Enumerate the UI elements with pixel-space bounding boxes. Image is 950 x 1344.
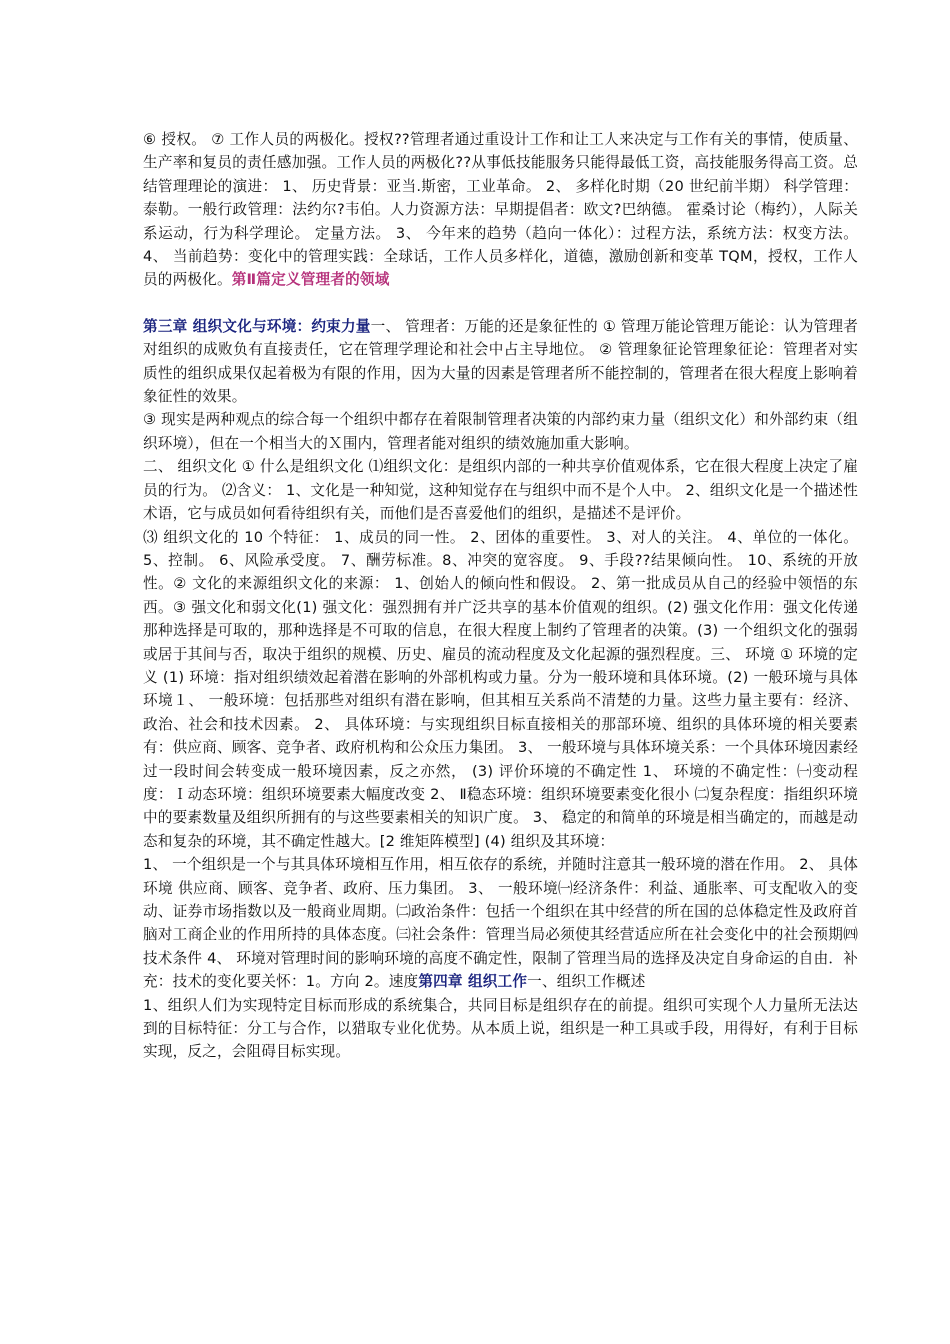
part-heading: 第Ⅱ篇定义管理者的领域	[231, 271, 390, 289]
paragraph-text: 一、 管理者：万能的还是象征性的 ① 管理万能论管理万能论：认为管理者对组织的成败负有直接责任，它在管理学理论和社会中占主导地位。 ② 管理象征论管理象征论：管理者对实质性的组织成果仅起着极为有限的作用，因为大量的因素是管理者所不能控制的，管理者在很大程度上影响着象征性的效果。	[143, 317, 858, 406]
paragraph-text: ③ 现实是两种观点的综合每一个组织中都存在着限制管理者决策的内部约束力量（组织文化）和外部约束（组织环境），但在一个相当大的Ｘ围内，管理者能对组织的绩效施加重大影响。	[143, 411, 858, 452]
paragraph-org-culture	[143, 455, 858, 525]
paragraph-management-evolution	[143, 128, 858, 292]
chapter3-heading: 第三章 组织文化与环境：约束力量	[143, 317, 371, 335]
paragraph-text: 1、组织人们为实现特定目标而形成的系统集合，共同目标是组织存在的前提。组织可实现个人力量所无法达到的目标特征：分工与合作，以猎取专业化优势。从本质上说，组织是一种工具或手段，用得好，有利于目标实现，反之，会阻碍目标实现。	[143, 996, 858, 1061]
paragraph-text: ⑥ 授权。 ⑦ 工作人员的两极化。授权??管理者通过重设计工作和让工人来决定与工作有关的事情，使质量、生产率和复员的责任感加强。工作人员的两极化??从事低技能服务只能得最低工资，高技能服务得高工资。总结管理理论的演进： 1、 历史背景：亚当.斯密，工业革命。 2、 多样化时期（20 世纪前半期） 科学管理：泰勒。一般行政管理：法约尔?韦伯。人力资源方法：早期提倡者：欧文?巴纳德。 霍桑讨论（梅约），人际关系运动，行为科学理论。 定量方法。 3、 今年来的趋势（趋向一体化）：过程方法，系统方法：权变方法。 4、 当前趋势：变化中的管理实践：全球话，工作人员多样化，道德，激励创新和变革 TQM，授权，工作人员的两极化。	[143, 131, 858, 289]
paragraph-chapter3-intro	[143, 315, 858, 409]
chapter4-heading: 第四章 组织工作	[418, 973, 528, 991]
paragraph-org-and-environment	[143, 853, 858, 993]
paragraph-organization-overview	[143, 994, 858, 1064]
paragraph-reality	[143, 408, 858, 455]
document-body	[143, 128, 858, 1064]
paragraph-text: ⑶ 组织文化的 10 个特征： 1、成员的同一性。 2、团体的重要性。 3、对人的关注。 4、单位的一体化。 5、控制。 6、风险承受度。 7、酬劳标准。8、冲突的宽容度。 9、手段??结果倾向性。 10、系统的开放性。② 文化的来源组织文化的来源： 1、创始人的倾向性和假设。 2、第一批成员从自己的经验中领悟的东西。③ 强文化和弱文化(1) 强文化：强烈拥有并广泛共享的基本价值观的组织。(2) 强文化作用：强文化传递那种选择是可取的，那种选择是不可取的信息，在很大程度上制约了管理者的决策。(3) 一个组织文化的强弱或居于其间与否，取决于组织的规模、历史、雇员的流动程度及文化起源的强烈程度。三、 环境 ① 环境的定义 (1) 环境：指对组织绩效起着潜在影响的外部机构或力量。分为一般环境和具体环境。(2) 一般环境与具体环境１、 一般环境：包括那些对组织有潜在影响，但其相互关系尚不清楚的力量。这些力量主要有：经济、 政治、社会和技术因素。 2、 具体环境：与实现组织目标直接相关的那部环境、组织的具体环境的相关要素有：供应商、顾客、竞争者、政府机构和公众压力集团。 3、 一般环境与具体环境关系：一个具体环境因素经过一段时间会转变成一般环境因素，反之亦然， (3) 评价环境的不确定性 1、 环境的不确定性：㈠变动程度：Ｉ动态环境：组织环境要素大幅度改变 2、 Ⅱ稳态环境：组织环境要素变化很小 ㈡复杂程度：指组织环境中的要素数量及组织所拥有的与这些要素相关的知识广度。 3、 稳定的和简单的环境是相当确定的，而越是动态和复杂的环境，其不确定性越大。[2 维矩阵模型] (4) 组织及其环境：	[143, 528, 858, 850]
paragraph-text: 1、 一个组织是一个与其具体环境相互作用，相互依存的系统，并随时注意其一般环境的潜在作用。 2、 具体环境 供应商、顾客、竞争者、政府、压力集团。 3、 一般环境㈠经济条件：利益、通胀率、可支配收入的变动、证券市场指数以及一般商业周期。㈡政治条件：包括一个组织在其中经营的所在国的总体稳定性及政府首脑对工商企业的作用所持的具体态度。㈢社会条件：管理当局必须使其经营适应所在社会变化中的社会预期㈣技术条件 4、 环境对管理时间的影响环境的高度不确定性，限制了管理当局的选择及决定自身命运的自由．补充：技术的变化要关怀：1。方向 2。速度	[143, 856, 858, 991]
spacer	[143, 292, 858, 315]
paragraph-text: 二、 组织文化 ① 什么是组织文化 ⑴组织文化：是组织内部的一种共享价值观体系，它在很大程度上决定了雇员的行为。 ⑵含义： 1、文化是一种知觉，这种知觉存在与组织中而不是个人中。 2、组织文化是一个描述性术语，它与成员如何看待组织有关，而他们是否喜爱他们的组织，是描述不是评价。	[143, 458, 858, 523]
paragraph-text: 一、组织工作概述	[527, 973, 646, 991]
paragraph-culture-environment	[143, 526, 858, 854]
